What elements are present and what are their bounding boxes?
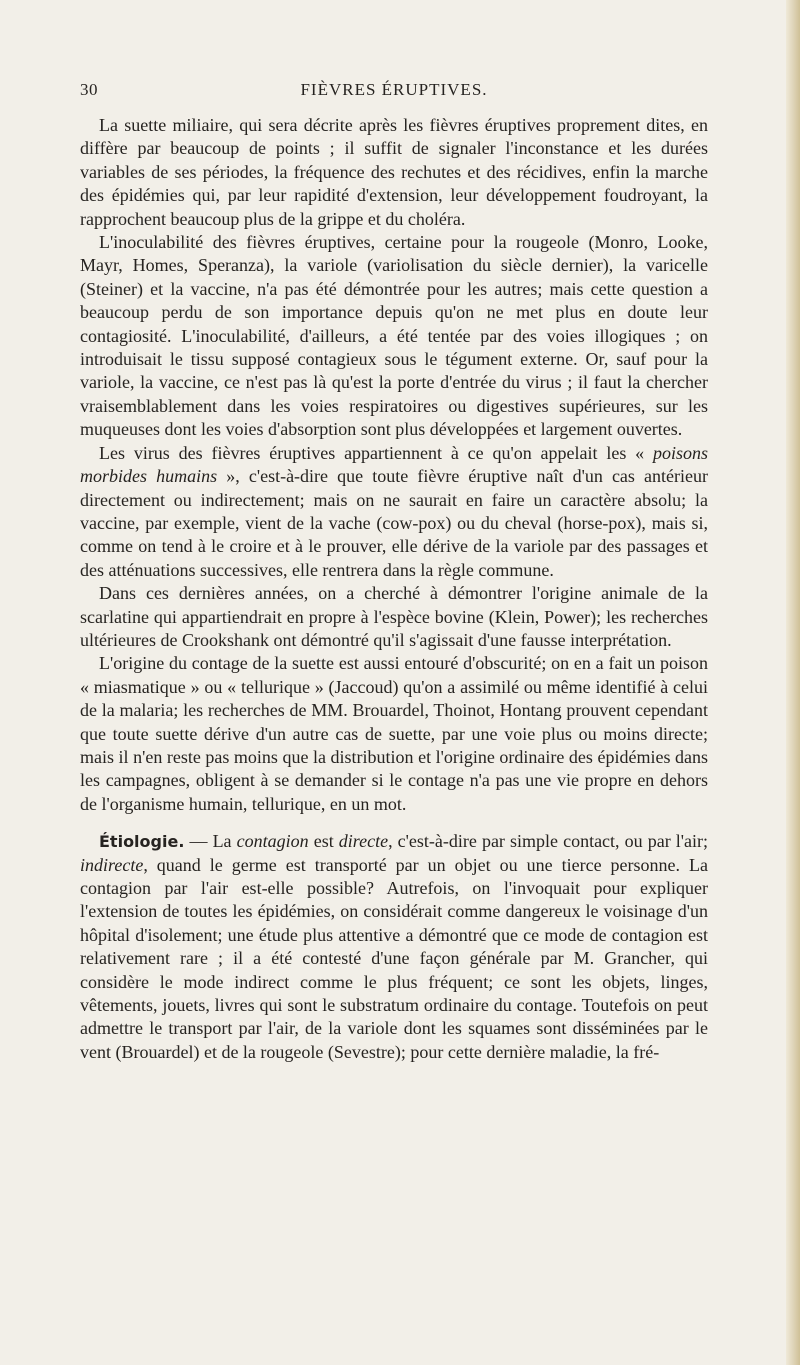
page-body xyxy=(80,114,708,1064)
page-edge xyxy=(786,0,800,1365)
paragraph-contage: L'origine du contage de la suette est aussi entouré d'obscurité; on en a fait un poison « miasmatique » ou « tellurique » (Jaccoud) qu'on a assimilé ou même identifié à celui de la malaria; les recherches de MM. Brouardel, Thoinot, Hontang prouvent cependant que toute suette dérive d'un autre cas de suette, par une voie plus ou moins directe; mais il n'en reste pas moins que la distribution et l'origine ordinaire des épidémies dans les campagnes, obligent à se demander si le contage n'a pas une vie propre en dehors de l'organisme humain, tellurique, en un mot. xyxy=(80,653,708,814)
paragraph-virus xyxy=(80,442,708,582)
paragraph-text: , c'est-à-dire par simple contact, ou par l'air; xyxy=(388,831,708,852)
italic-term: directe xyxy=(338,831,389,852)
running-title: FIÈVRES ÉRUPTIVES. xyxy=(300,80,488,99)
paragraph-inoculabilite: L'inoculabilité des fièvres éruptives, certaine pour la rougeole (Monro, Looke, Mayr, Homes, Speranza), la variole (variolisation du siècle dernier), la varicelle (Steiner) et la vaccine, n'a pas été démontrée pour les autres; mais cette question a beaucoup perdu de son importance depuis qu'on ne met plus en doute leur contagiosité. L'inoculabilité, d'ailleurs, a été tentée par des voies illogiques ; on introduisait le tissu supposé contagieux sous le tégument externe. Or, sauf pour la variole, la vaccine, ce n'est pas là qu'est la porte d'entrée du virus ; il faut la chercher vraisemblablement dans les voies respiratoires ou digestives supérieures, sur les muqueuses dont les voies d'absorption sont plus développées et largement ouvertes. xyxy=(80,232,708,440)
paragraph-text: — La xyxy=(184,831,237,852)
paragraph-etiologie xyxy=(80,830,708,1064)
paragraph-text: », c'est-à-dire que toute fièvre éruptive naît d'un cas antérieur directement ou indirectement; mais on ne saurait en faire un caractère absolu; la vaccine, par exemple, vient de la vache (cow-pox) ou du cheval (horse-pox), mais si, comme on tend à le croire et à le prouver, elle dérive de la variole par des passages et des atténuations successives, elle rentrera dans la règle commune. xyxy=(80,466,708,580)
section-heading: Étiologie. xyxy=(99,832,185,852)
italic-term: contagion xyxy=(236,831,309,852)
page-number: 30 xyxy=(80,80,98,99)
italic-term: poisons morbides humains xyxy=(80,442,708,487)
paragraph-text: Les virus des fièvres éruptives appartiennent à ce qu'on appelait les « xyxy=(99,442,653,463)
paragraph-scarlatine: Dans ces dernières années, on a cherché à démontrer l'origine animale de la scarlatine qui appartiendrait en propre à l'espèce bovine (Klein, Power); les recherches ultérieures de Crookshank ont démontré qu'il s'agissait d'une fausse interprétation. xyxy=(80,583,708,650)
italic-term: indirecte xyxy=(80,854,144,875)
page-header xyxy=(80,80,708,108)
paragraph-text: , quand le germe est transporté par un objet ou une tierce personne. La contagion par l'air est-elle possible? Autrefois, on l'invoquait pour expliquer l'extension de toutes les épidémies, on considérait comme dangereux le voisinage d'un hôpital d'isolement; une étude plus attentive a démontré que ce mode de contagion est relativement rare ; il a été contesté d'une façon générale par M. Grancher, qui considère le mode indirect comme le plus fréquent; ce sont les objets, linges, vêtements, jouets, livres qui sont le substratum ordinaire du contage. Toutefois on peut admettre le transport par l'air, de la variole dont les squames sont disséminées par le vent (Brouardel) et de la rougeole (Sevestre); pour cette dernière maladie, la fré- xyxy=(80,854,708,1062)
paragraph-text: est xyxy=(308,831,339,852)
paragraph-suette: La suette miliaire, qui sera décrite après les fièvres éruptives proprement dites, en diffère par beaucoup de points ; il suffit de signaler l'inconstance et les durées variables de ses périodes, la fréquence des rechutes et des récidives, enfin la marche des épidémies qui, par leur rapidité d'extension, leur développement foudroyant, la rapprochent beaucoup plus de la grippe et du choléra. xyxy=(80,115,708,229)
